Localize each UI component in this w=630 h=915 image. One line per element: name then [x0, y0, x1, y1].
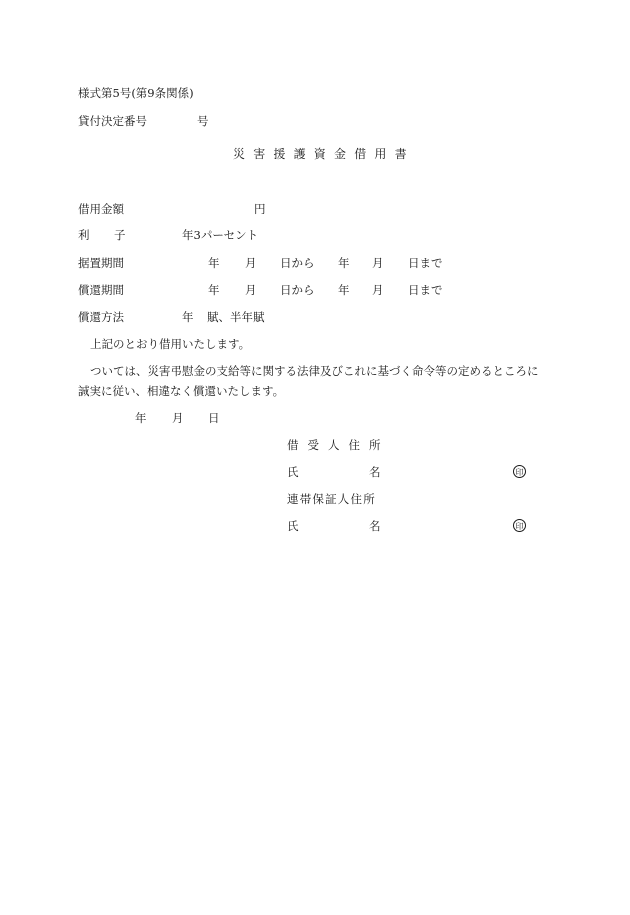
borrower-address-label: 借受人住所	[287, 438, 390, 452]
repayment-year-to: 年	[338, 283, 350, 297]
repayment-month-to: 月	[372, 283, 384, 297]
guarantor-seal-icon: 印	[513, 519, 526, 532]
repayment-method-value-1: 年	[182, 310, 194, 324]
body-paragraph-1: 上記のとおり借用いたします。	[90, 337, 251, 351]
date-year: 年	[135, 411, 147, 425]
repayment-method-value-2: 賦、半年賦	[207, 310, 265, 324]
deferment-day-from: 日から	[280, 256, 315, 270]
repayment-method-label: 償還方法	[78, 310, 124, 324]
body-paragraph-2-line-2: 誠実に従い、相違なく償還いたします。	[78, 384, 285, 398]
interest-label-1: 利	[78, 228, 90, 242]
repayment-period-label: 償還期間	[78, 283, 124, 297]
guarantor-address-label: 連帯保証人住所	[287, 492, 376, 506]
repayment-day-to: 日まで	[408, 283, 443, 297]
deferment-month-from: 月	[245, 256, 257, 270]
deferment-day-to: 日まで	[408, 256, 443, 270]
borrower-seal-icon: 印	[513, 465, 526, 478]
deferment-label: 据置期間	[78, 256, 124, 270]
interest-value: 年3パーセント	[182, 228, 259, 242]
borrower-name-label-1: 氏	[287, 465, 299, 479]
repayment-day-from: 日から	[280, 283, 315, 297]
loan-amount-unit: 円	[254, 202, 266, 216]
borrower-name-label-2: 名	[369, 465, 381, 479]
form-id: 様式第5号(第9条関係)	[78, 86, 194, 100]
deferment-year-to: 年	[338, 256, 350, 270]
date-day: 日	[208, 411, 220, 425]
guarantor-name-label-2: 名	[369, 519, 381, 533]
loan-decision-number-label: 貸付決定番号	[78, 114, 147, 128]
repayment-year-from: 年	[208, 283, 220, 297]
repayment-month-from: 月	[245, 283, 257, 297]
interest-label-2: 子	[114, 228, 126, 242]
guarantor-name-label-1: 氏	[287, 519, 299, 533]
body-paragraph-2-line-1: ついては、災害弔慰金の支給等に関する法律及びこれに基づく命令等の定めるところに	[90, 364, 539, 378]
loan-amount-label: 借用金額	[78, 202, 124, 216]
document-title: 災害援護資金借用書	[233, 147, 415, 161]
deferment-year-from: 年	[208, 256, 220, 270]
deferment-month-to: 月	[372, 256, 384, 270]
date-month: 月	[172, 411, 184, 425]
loan-decision-number-suffix: 号	[197, 114, 209, 128]
